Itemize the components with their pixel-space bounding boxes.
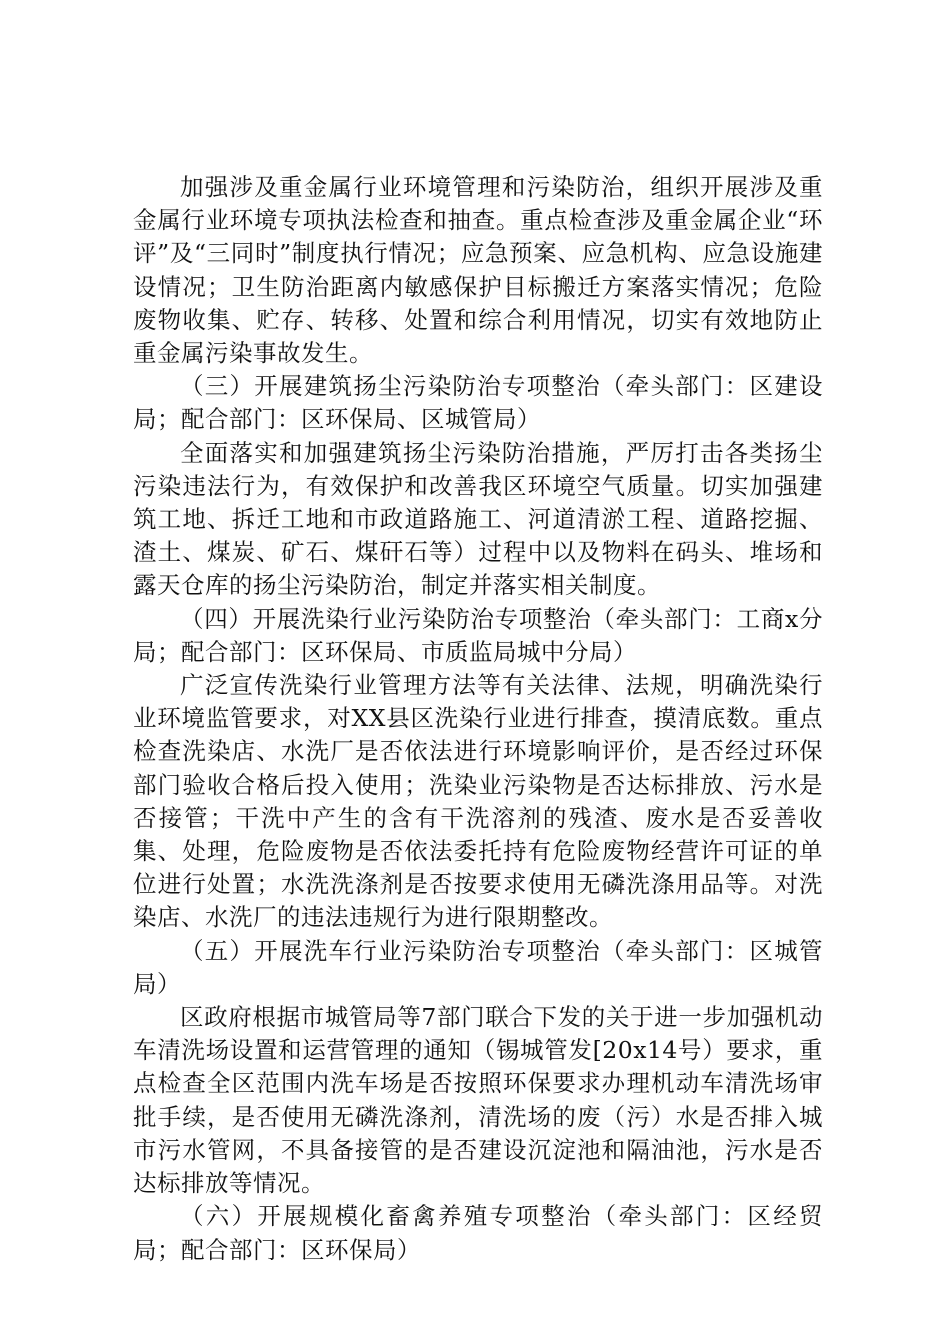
section-heading-car-wash: （五）开展洗车行业污染防治专项整治（牵头部门：区城管局） xyxy=(133,936,823,998)
section-heading-construction-dust: （三）开展建筑扬尘污染防治专项整治（牵头部门：区建设局；配合部门：区环保局、区城管局） xyxy=(133,372,823,434)
section-heading-dyeing-industry: （四）开展洗染行业污染防治专项整治（牵头部门：工商x分局；配合部门：区环保局、市质监局城中分局） xyxy=(133,604,823,666)
paragraph-dyeing-industry-body: 广泛宣传洗染行业管理方法等有关法律、法规，明确洗染行业环境监管要求，对XX县区洗染行业进行排查，摸清底数。重点检查洗染店、水洗厂是否依法进行环境影响评价，是否经过环保部门验收合格后投入使用；洗染业污染物是否达标排放、污水是否接管；干洗中产生的含有干洗溶剂的残渣、废水是否妥善收集、处理，危险废物是否依法委托持有危险废物经营许可证的单位进行处置；水洗洗涤剂是否按要求使用无磷洗涤用品等。对洗染店、水洗厂的违法违规行为进行限期整改。 xyxy=(133,671,823,932)
section-heading-livestock: （六）开展规模化畜禽养殖专项整治（牵头部门：区经贸局；配合部门：区环保局） xyxy=(133,1202,823,1264)
paragraph-car-wash-body: 区政府根据市城管局等7部门联合下发的关于进一步加强机动车清洗场设置和运营管理的通知（锡城管发[20x14号）要求，重点检查全区范围内洗车场是否按照环保要求办理机动车清洗场审批手续，是否使用无磷洗涤剂，清洗场的废（污）水是否排入城市污水管网，不具备接管的是否建设沉淀池和隔油池，污水是否达标排放等情况。 xyxy=(133,1003,823,1198)
document-body xyxy=(133,171,823,1267)
paragraph-construction-dust-body: 全面落实和加强建筑扬尘污染防治措施，严厉打击各类扬尘污染违法行为，有效保护和改善我区环境空气质量。切实加强建筑工地、拆迁工地和市政道路施工、河道清淤工程、道路挖掘、渣土、煤炭、矿石、煤矸石等）过程中以及物料在码头、堆场和露天仓库的扬尘污染防治，制定并落实相关制度。 xyxy=(133,438,823,600)
paragraph-heavy-metal-body: 加强涉及重金属行业环境管理和污染防治，组织开展涉及重金属行业环境专项执法检查和抽查。重点检查涉及重金属企业“环评”及“三同时”制度执行情况；应急预案、应急机构、应急设施建设情况；卫生防治距离内敏感保护目标搬迁方案落实情况；危险废物收集、贮存、转移、处置和综合利用情况，切实有效地防止重金属污染事故发生。 xyxy=(133,173,823,368)
